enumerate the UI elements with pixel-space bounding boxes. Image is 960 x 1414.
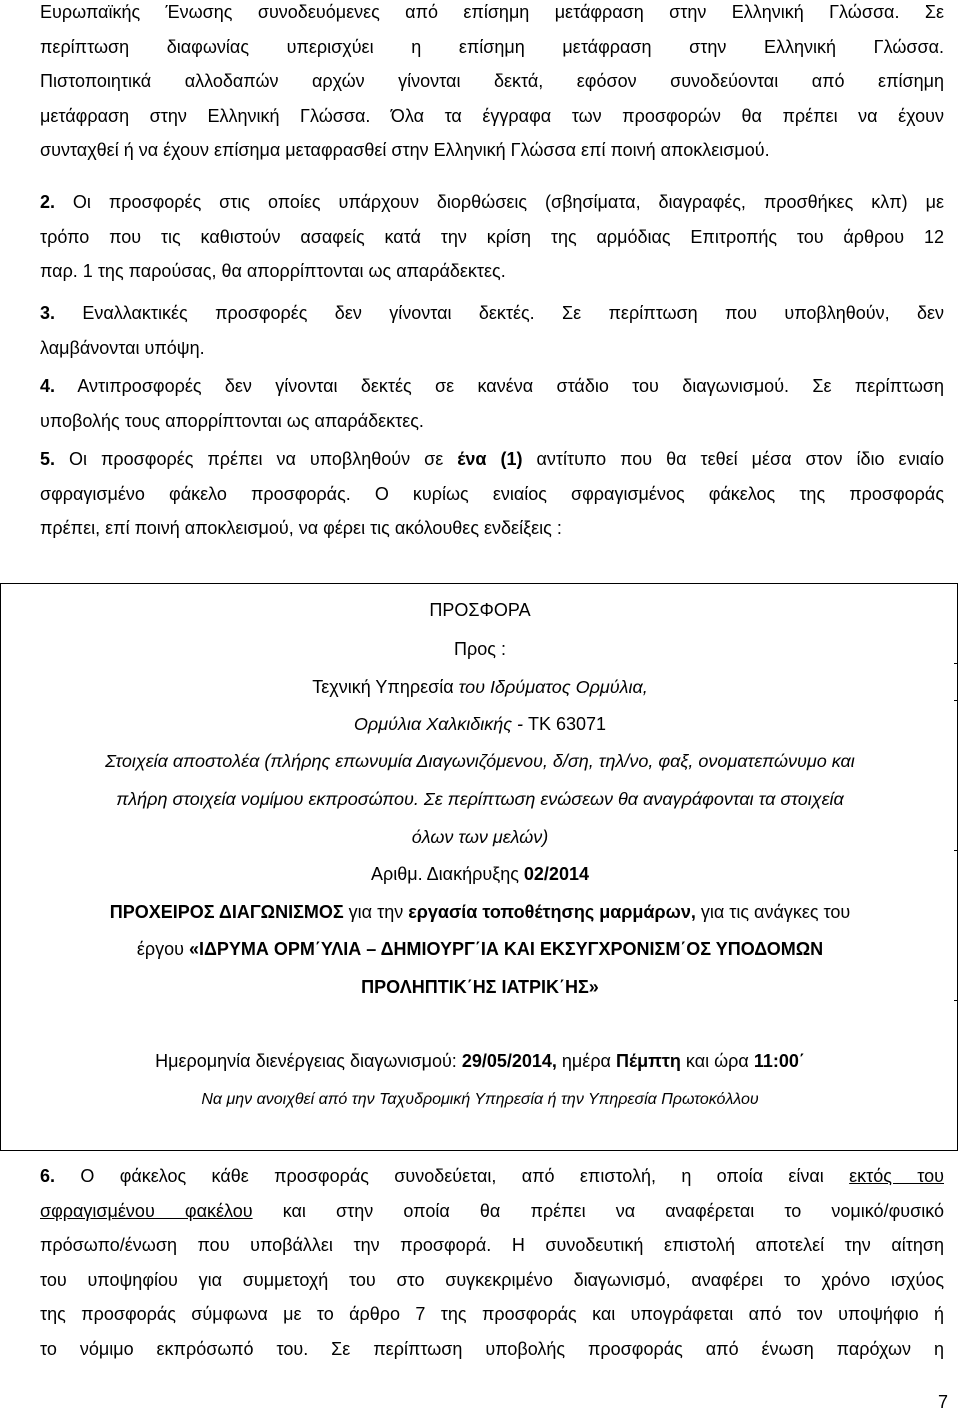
edge-mark xyxy=(954,700,957,701)
text-line: περίπτωση διαφωνίας υπερισχύει η επίσημη μετάφραση στην Ελληνική Γλώσσα. xyxy=(40,36,944,57)
clause-2 xyxy=(40,185,944,289)
edge-mark xyxy=(954,850,957,851)
tender-line: ΠΡΟΧΕΙΡΟΣ ΔΙΑΓΩΝΙΣΜΟΣ για την εργασία τοποθέτησης μαρμάρων, για τις ανάγκες του xyxy=(109,902,851,922)
tender-date-line: Ημερομηνία διενέργειας διαγωνισμού: 29/05/2014, ημέρα Πέμπτη και ώρα 11:00΄ xyxy=(155,1051,805,1071)
clause-number: 5. xyxy=(40,449,56,469)
clause-4 xyxy=(40,369,944,438)
edge-mark xyxy=(954,1000,957,1001)
text-line: 4. Αντιπροσφορές δεν γίνονται δεκτές σε κανένα στάδιο του διαγωνισμού. Σε περίπτωση xyxy=(40,376,944,396)
text-line: συνταχθεί ή να έχουν επίσημα μεταφρασθεί στην Ελληνική Γλώσσα επί ποινή αποκλεισμού. xyxy=(40,140,770,161)
text-line: 3. Εναλλακτικές προσφορές δεν γίνονται δεκτές. Σε περίπτωση που υποβληθούν, δεν xyxy=(40,303,944,323)
clause-5 xyxy=(40,442,944,546)
text-line: υποβολής τους απορρίπτονται ως απαράδεκτες. xyxy=(40,410,424,431)
text-line: του υποψηφίου για συμμετοχή του στο συγκεκριμένο διαγωνισμό, αναφέρει το χρόνο ισχύος xyxy=(40,1269,944,1290)
envelope-label-box xyxy=(0,583,958,1151)
clause-number: 3. xyxy=(40,303,56,323)
text-line: της προσφοράς σύμφωνα με το άρθρο 7 της προσφοράς και υπογράφεται από τον υποψήφιο ή xyxy=(40,1304,944,1325)
text-line: σφραγισμένου φακέλου και στην οποία θα πρέπει να αναφέρεται το νομικό/φυσικό xyxy=(40,1200,944,1221)
text-line: Ευρωπαϊκής Ένωσης συνοδευόμενες από επίσημη μετάφραση στην Ελληνική Γλώσσα. Σε xyxy=(40,2,944,22)
text-line: πρόσωπο/ένωση που υποβάλλει την προσφορά. Η συνοδευτική επιστολή αποτελεί την αίτηση xyxy=(40,1235,944,1256)
text-line: σφραγισμένο φάκελο προσφοράς. Ο κυρίως ενιαίος σφραγισμένος φάκελος της προσφοράς xyxy=(40,483,944,504)
clause-number: 4. xyxy=(40,376,56,396)
recipient-line-1: Τεχνική Υπηρεσία του Ιδρύματος Ορμύλια, xyxy=(312,677,648,697)
text-line: 2. Οι προσφορές στις οποίες υπάρχουν διορθώσεις (σβησίματα, διαγραφές, προσθήκες κλπ) με xyxy=(40,192,944,212)
envelope-to: Προς : xyxy=(454,639,506,659)
text-line: το νόμιμο εκπρόσωπό του. Σε περίπτωση υποβολής προσφοράς από ένωση παρόχων η xyxy=(40,1338,944,1359)
do-not-open-note: Να μην ανοιχθεί από την Ταχυδρομική Υπηρεσία ή την Υπηρεσία Πρωτοκόλλου xyxy=(201,1091,759,1108)
intro-paragraph xyxy=(40,0,944,168)
edge-mark xyxy=(954,663,957,664)
text-line: μετάφραση στην Ελληνική Γλώσσα. Όλα τα έγγραφα των προσφορών θα πρέπει να έχουν xyxy=(40,105,944,126)
project-line-2: ΠΡΟΛΗΠΤΙΚ΄ΗΣ ΙΑΤΡΙΚ΄ΗΣ» xyxy=(361,977,599,997)
clause-number: 2. xyxy=(40,192,56,212)
project-line-1: έργου «ΙΔΡΥΜΑ ΟΡΜ΄ΥΛΙΑ – ΔΗΜΙΟΥΡΓ΄ΙΑ ΚΑΙ ΕΚΣΥΓΧΡΟΝΙΣΜ΄ΟΣ ΥΠΟΔΟΜΩΝ xyxy=(136,939,824,959)
recipient-line-2: Ορμύλια Χαλκιδικής - ΤΚ 63071 xyxy=(353,714,607,734)
text-line: Πιστοποιητικά αλλοδαπών αρχών γίνονται δεκτά, εφόσον συνοδεύονται από επίσημη xyxy=(40,71,944,92)
clause-3 xyxy=(40,296,944,365)
text-line: 5. Οι προσφορές πρέπει να υποβληθούν σε ένα (1) αντίτυπο που θα τεθεί μέσα στον ίδιο ενιαίο xyxy=(40,449,944,469)
sender-info-line-1: Στοιχεία αποστολέα (πλήρης επωνυμία Διαγωνιζόμενου, δ/ση, τηλ/νο, φαξ, ονοματεπώνυμο και xyxy=(105,751,855,771)
text-line: λαμβάνονται υπόψη. xyxy=(40,337,205,358)
text-line: τρόπο που τις καθιστούν ασαφείς κατά την κρίση της αρμόδιας Επιτροπής του άρθρου 12 xyxy=(40,226,944,247)
text-line: 6. Ο φάκελος κάθε προσφοράς συνοδεύεται, από επιστολή, η οποία είναι εκτός του xyxy=(40,1166,944,1186)
text-line: πρέπει, επί ποινή αποκλεισμού, να φέρει τις ακόλουθες ενδείξεις : xyxy=(40,518,562,539)
clause-6 xyxy=(40,1159,944,1367)
declaration-number: Αριθμ. Διακήρυξης 02/2014 xyxy=(371,864,589,884)
sender-info-line-2: πλήρη στοιχεία νομίμου εκπροσώπου. Σε περίπτωση ενώσεων θα αναγράφονται τα στοιχεία xyxy=(116,789,844,809)
text-line: παρ. 1 της παρούσας, θα απορρίπτονται ως απαράδεκτες. xyxy=(40,261,506,282)
sender-info-line-3: όλων των μελών) xyxy=(411,827,549,847)
page-number: 7 xyxy=(937,1392,948,1412)
envelope-title: ΠΡΟΣΦΟΡΑ xyxy=(429,600,531,620)
clause-number: 6. xyxy=(40,1166,56,1186)
